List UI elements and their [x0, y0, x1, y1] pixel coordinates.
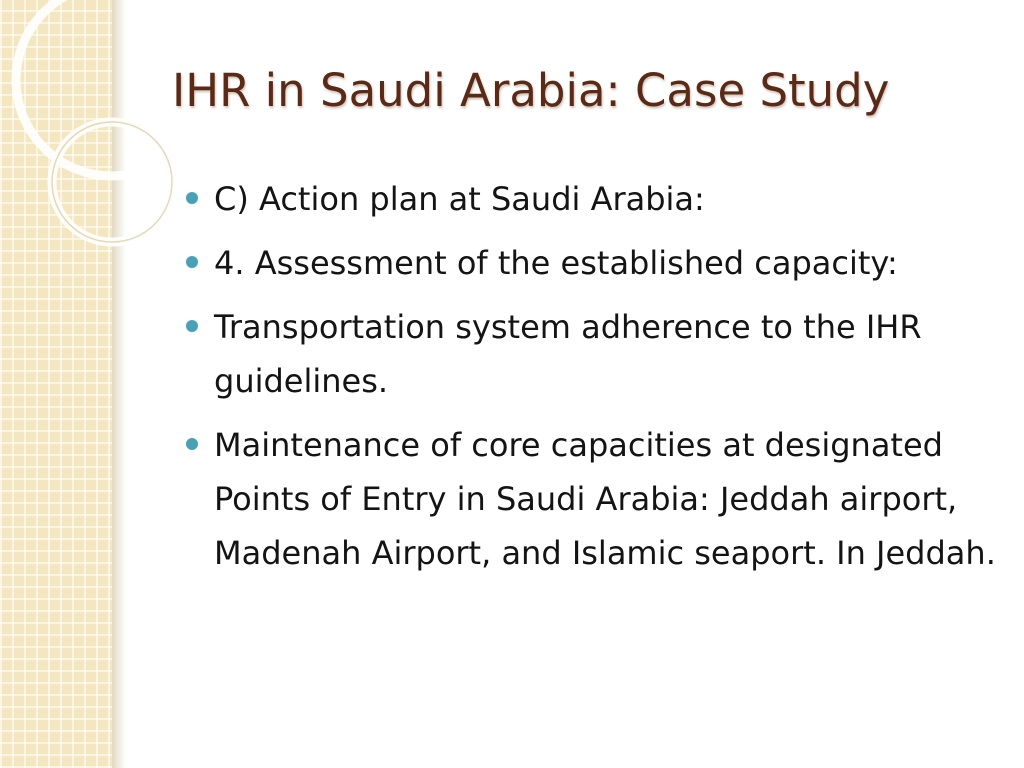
bullet-text: 4. Assessment of the established capacity:	[214, 244, 898, 282]
bullet-list	[186, 172, 996, 590]
bullet-item	[186, 172, 996, 226]
bullet-item	[186, 418, 996, 580]
bullet-dot-icon	[186, 256, 198, 268]
bullet-dot-icon	[186, 320, 198, 332]
bullet-dot-icon	[186, 192, 198, 204]
bullet-text: C) Action plan at Saudi Arabia:	[214, 180, 705, 218]
bullet-item	[186, 300, 996, 408]
bullet-item	[186, 236, 996, 290]
bullet-text: Maintenance of core capacities at designated Points of Entry in Saudi Arabia: Jeddah airport, Madenah Airport, and Islamic seaport. In Jeddah.	[214, 426, 996, 572]
bullet-text: Transportation system adherence to the IHR guidelines.	[214, 308, 922, 400]
decorative-circle-outline	[52, 122, 172, 242]
slide-title: IHR in Saudi Arabia: Case Study	[172, 64, 890, 117]
bullet-dot-icon	[186, 438, 198, 450]
